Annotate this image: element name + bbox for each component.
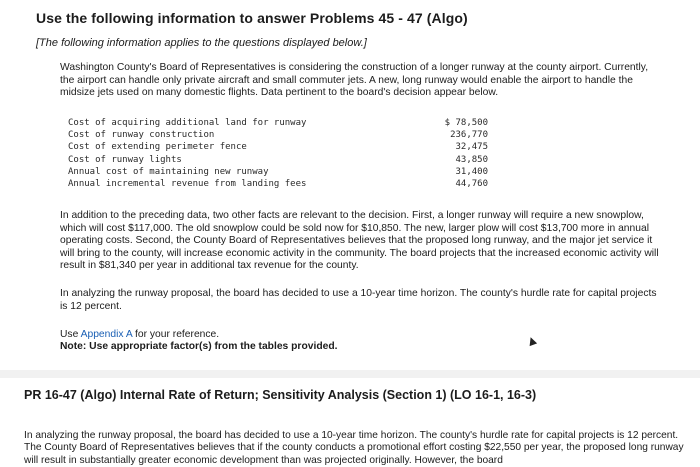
table-row — [68, 141, 488, 153]
intro-paragraph: Washington County's Board of Representatives is considering the construction of a longer runway at the county airport. Currently, the airport can handle only private aircraft and small commuter jets. A new, long runway would enable the airport to handle the midsize jets used on many domestic flights. Data pertinent to the board's decision appear below. — [60, 62, 649, 98]
row-label: Annual incremental revenue from landing fees — [68, 178, 307, 189]
table-row — [68, 129, 488, 141]
row-value: 43,850 — [455, 154, 488, 165]
cost-table — [68, 117, 488, 190]
problem-title: PR 16-47 (Algo) Internal Rate of Return; Sensitivity Analysis (Section 1) (LO 16-1, 16-3) — [24, 388, 537, 402]
reference-prefix: Use — [60, 329, 81, 340]
table-row — [68, 166, 488, 178]
section-heading: Use the following information to answer Problems 45 - 47 (Algo) — [36, 10, 468, 26]
problem-text: In analyzing the runway proposal, the board has decided to use a 10-year time horizon. The county's hurdle rate for capital projects is 12 percent. The County Board of Representatives believes that if the county conducts a promotional effort costing $22,550 per year, the proposed long runway will result in substantially greater economic development than was projected originally. However, the board — [24, 430, 684, 466]
section-subtitle: [The following information applies to the questions displayed below.] — [36, 37, 367, 49]
row-value: 44,760 — [455, 178, 488, 189]
additional-facts-paragraph: In addition to the preceding data, two other facts are relevant to the decision. First, a longer runway will require a new snowplow, which will cost $117,000. The old snowplow could be sold now for $10,850. The new, larger plow will cost $13,700 more in annual operating costs. Second, the County Board of Representatives believes that the proposed long runway, and the major jet service it will bring to the county, will increase economic activity in the community. The board projects that the increased economic activity will result in $81,340 per year in additional tax revenue for the county. — [60, 210, 659, 271]
section-divider — [0, 370, 700, 378]
table-row — [68, 117, 488, 129]
row-value: 31,400 — [455, 166, 488, 177]
row-label: Cost of runway lights — [68, 154, 182, 165]
row-label: Cost of acquiring additional land for runway — [68, 118, 307, 128]
row-label: Annual cost of maintaining new runway — [68, 166, 269, 177]
table-row — [68, 178, 488, 190]
row-value: 236,770 — [450, 130, 488, 141]
row-value: $ 78,500 — [444, 118, 488, 128]
horizon-paragraph: In analyzing the runway proposal, the board has decided to use a 10-year time horizon. The county's hurdle rate for capital projects is 12 percent. — [60, 288, 657, 312]
row-value: 32,475 — [455, 142, 488, 153]
row-label: Cost of extending perimeter fence — [68, 142, 247, 153]
note-text: Note: Use appropriate factor(s) from the tables provided. — [60, 341, 338, 352]
appendix-a-link[interactable]: Appendix A — [80, 329, 133, 340]
reference-line — [60, 328, 219, 341]
reference-suffix: for your reference. — [132, 329, 220, 340]
table-row — [68, 154, 488, 166]
row-label: Cost of runway construction — [68, 130, 215, 141]
